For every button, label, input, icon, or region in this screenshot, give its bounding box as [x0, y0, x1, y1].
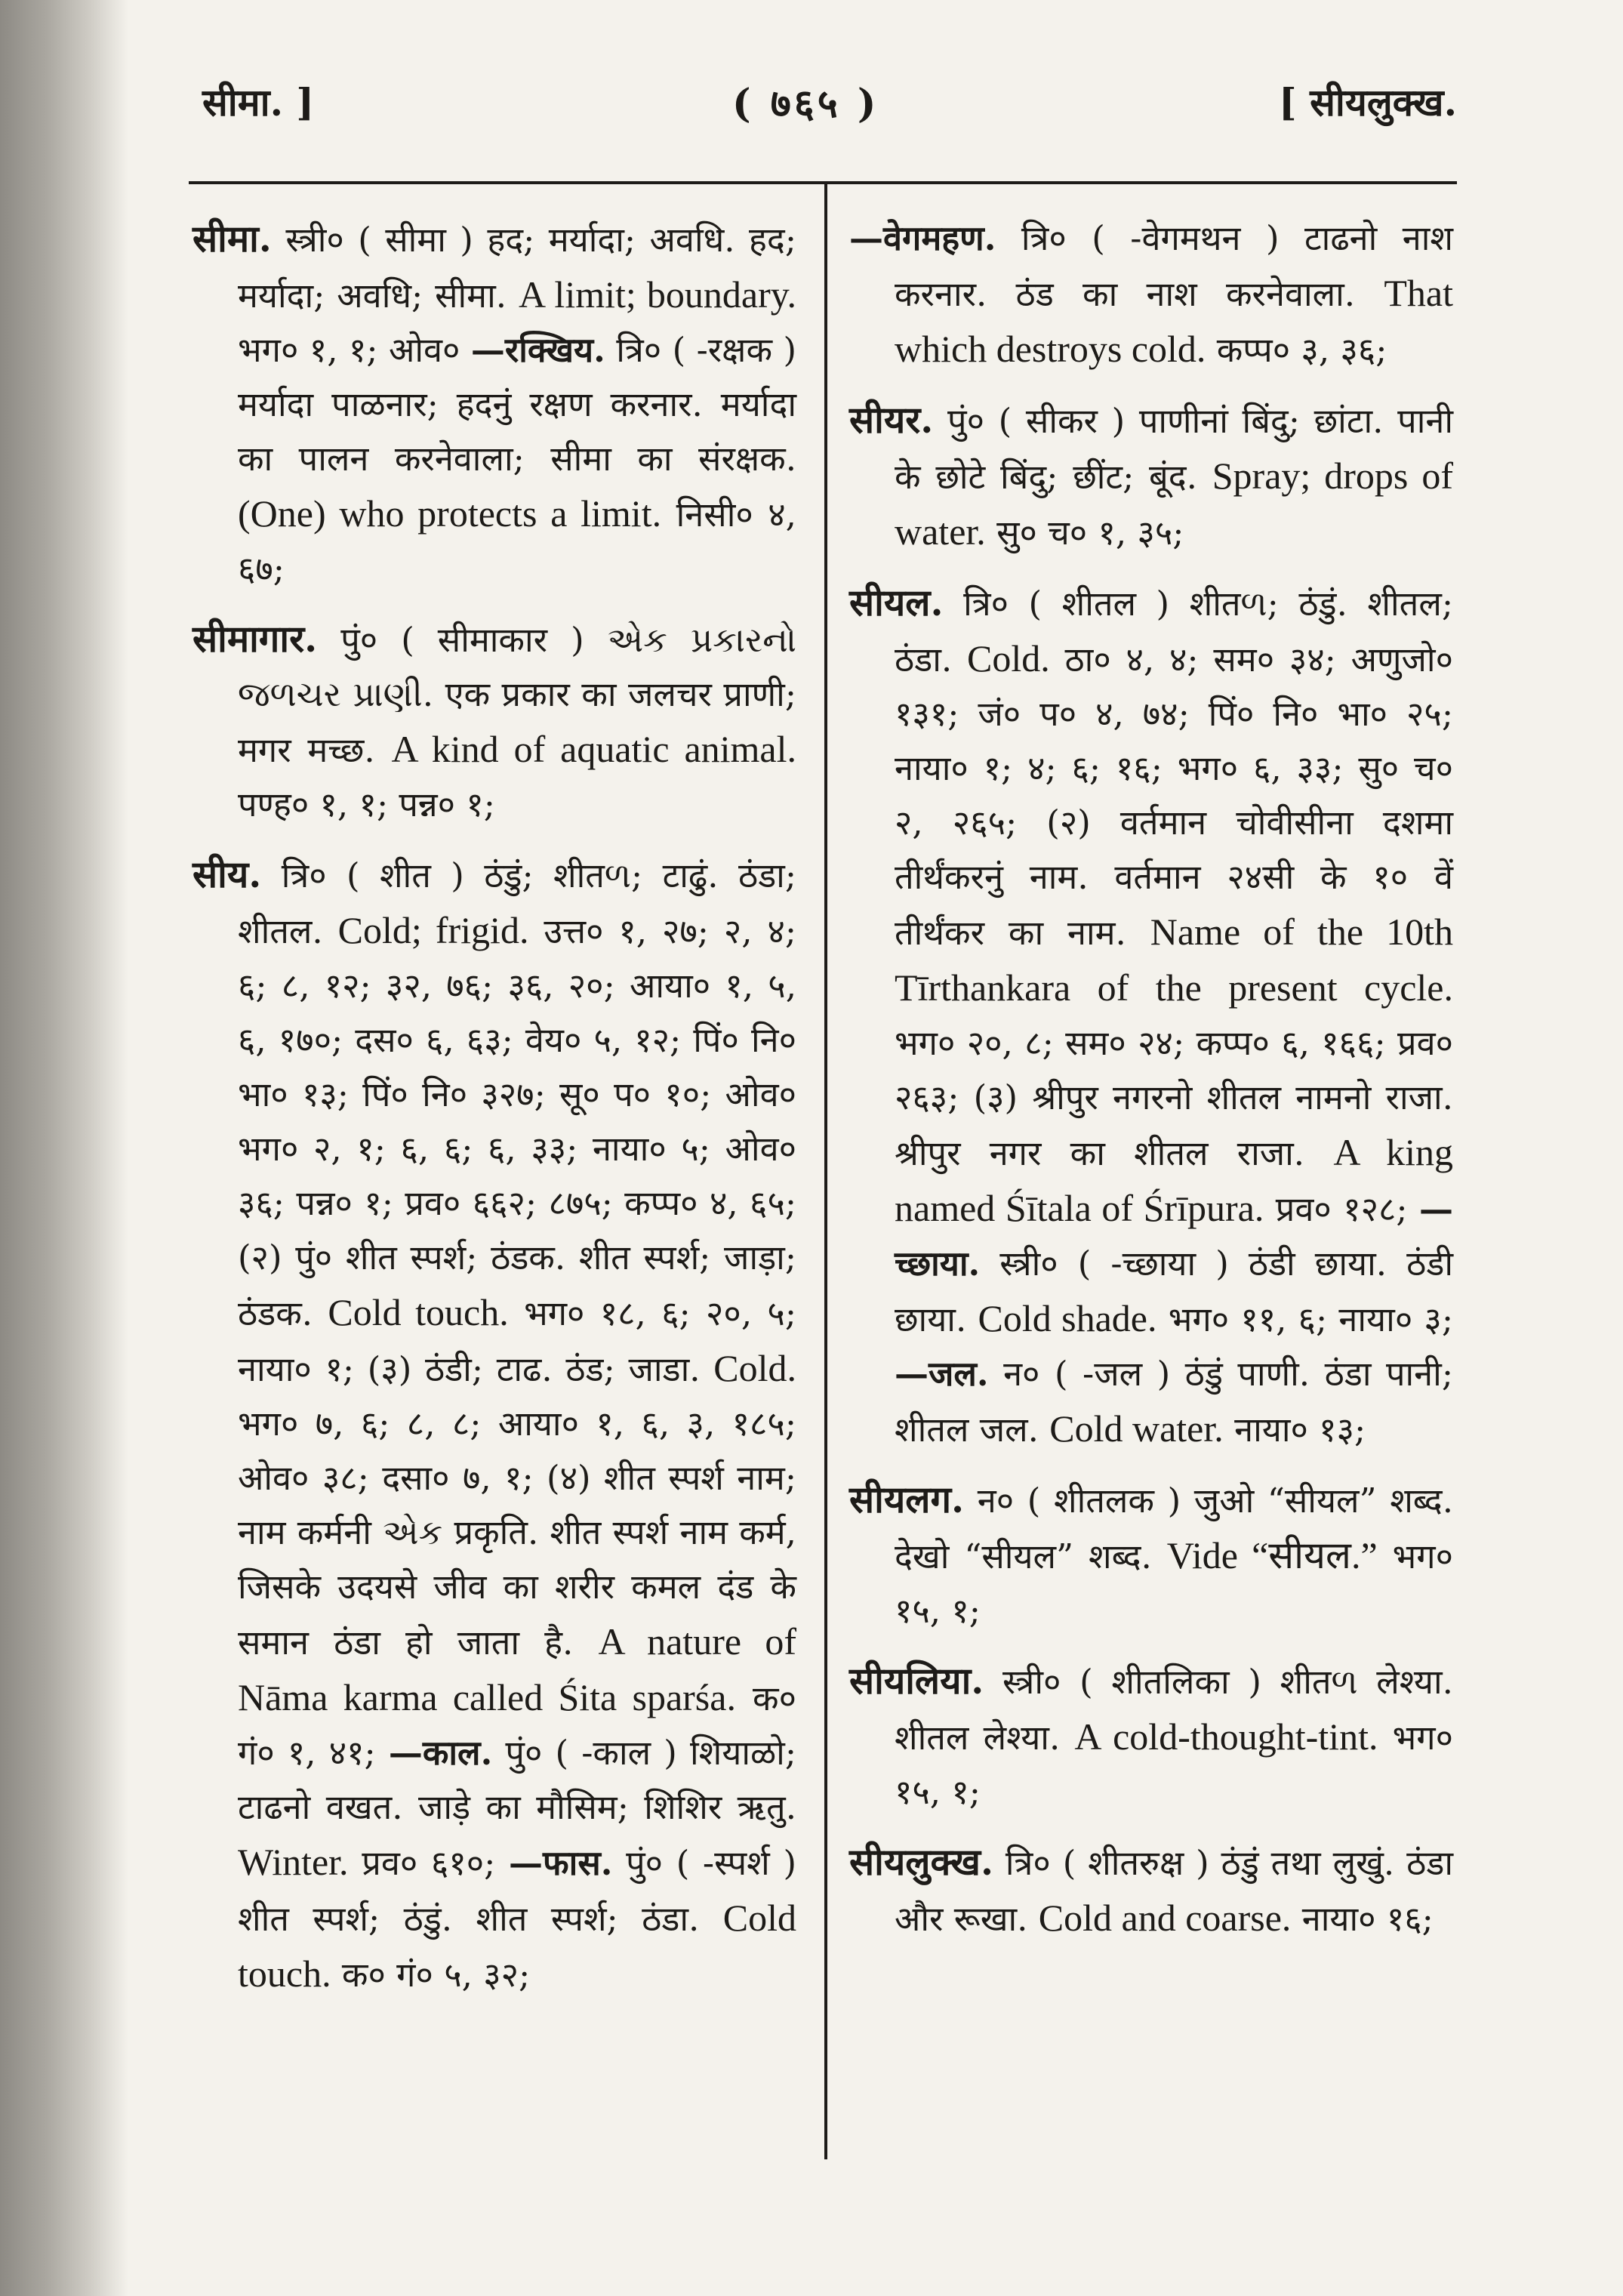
references: नाया० १३; — [1234, 1410, 1366, 1450]
dictionary-entry — [192, 211, 796, 596]
references: भग० १८, ६; २०, ५; नाया० १; — [238, 1293, 796, 1389]
english-gloss: Cold and coarse. — [1038, 1897, 1292, 1939]
dictionary-entry — [849, 211, 1453, 378]
references: पण्ह० १, १; पन्न० १; — [238, 784, 495, 824]
references: प्रव० ६१०; — [362, 1843, 496, 1883]
english-gloss: (One) who protects a limit. — [238, 492, 662, 535]
dictionary-entry — [192, 612, 796, 832]
sense-2: (२) पुं० शीत स्पर्श; ठंडक. शीत स्पर्श; जाड़ा; ठंडक. — [238, 1237, 796, 1333]
dictionary-entry — [849, 1653, 1453, 1820]
english-gloss: That which destroys cold. — [895, 272, 1453, 370]
entry-body: स्त्री० ( सीमा ) हद; मर्यादा; अवधि. हद; मर्यादा; अवधि; सीमा. — [238, 220, 796, 316]
references: भग० १५, १; — [895, 1718, 1453, 1812]
english-gloss: Name of the 10th Tīrthankara of the present cycle. — [895, 911, 1453, 1009]
references: उत्त० १, २७; २, ४; ६; ८, १२; ३२, ७६; ३६, २०; आया० १, ५, ६, १७०; दस० ६, ६३; वेय० ५, १२; पिं० नि० भा० १३; पिं० नि० ३२७; सू० प० १०; ओव० भग० २, १; ६, ६; ६, ३३; नाया० ५; ओव० ३६; पन्न० १; प्रव० ६६२; ८७५; कप्प० ४, ६५; — [238, 911, 797, 1223]
entry-body: त्रि० ( शीतल ) शीतળ; ठंडुं. शीतल; ठंडा. — [895, 584, 1453, 680]
references: भग० १, १; ओव० — [238, 330, 460, 370]
entry-body: स्त्री० ( शीतलिका ) शीतળ लेश्या. शीतल लेश्या. — [895, 1662, 1453, 1758]
page-header — [0, 76, 1623, 143]
headword: सीयलुक्ख. — [849, 1840, 994, 1884]
headword: सीयल. — [849, 581, 944, 624]
binding-shadow — [0, 0, 128, 2296]
english-gloss: A cold-thought-tint. — [1074, 1715, 1378, 1758]
sense-3: (३) ठंडी; टाढ. ठंड; जाडा. — [367, 1349, 701, 1389]
headword: सीमा. — [192, 217, 272, 260]
sub-headword: —च्छाया. — [895, 1189, 1453, 1284]
english-gloss: Winter. — [238, 1841, 349, 1883]
left-column — [192, 211, 796, 2017]
entry-body: न० ( शीतलक ) जुओ “सीयल” शब्द. देखो “सीयल” शब्द. — [895, 1481, 1453, 1576]
references: भग० ७, ६; ८, ८; आया० १, ६, ३, १८५; ओव० ३८; दसा० ७, १; — [238, 1404, 796, 1498]
references: सु० च० १, ३५; — [996, 513, 1184, 553]
references: ठा० ४, ४; सम० ३४; अणुजो० १३१; जं० प० ४, ७४; पिं० नि० भा० २५; नाया० १; ४; ६; १६; भग० ६, ३३; सु० च० २, २६५; — [895, 639, 1453, 843]
entry-body: स्त्री० ( -च्छाया ) ठंडी छाया. ठंडी छाया. — [895, 1244, 1453, 1339]
headword: सीयर. — [849, 398, 934, 442]
header-first-word: सीमा. ] — [202, 80, 315, 125]
english-gloss: A king named Śītala of Śrīpura. — [895, 1131, 1453, 1229]
references: निसी० ४, ६७; — [238, 495, 796, 589]
english-gloss: Cold. — [713, 1347, 796, 1389]
sense-4: (४) शीत स्पर्श नाम; नाम कर्मनी એક प्रकृति. शीत स्पर्श नाम कर्म, जिसके उदयसे जीव का शरीर कमल दंड के समान ठंडा हो जाता है. — [238, 1458, 796, 1663]
dictionary-entry — [849, 575, 1453, 1457]
english-gloss: Cold. — [966, 637, 1050, 680]
english-gloss: Cold; frigid. — [337, 909, 529, 951]
english-gloss: A kind of aquatic animal. — [391, 728, 797, 770]
references: क० गं० १, ४१; — [238, 1678, 797, 1773]
english-gloss: Cold water. — [1049, 1407, 1224, 1450]
english-gloss: A limit; boundary. — [518, 273, 796, 316]
english-gloss: Spray; drops of water. — [895, 455, 1453, 553]
references: नाया० १६; — [1301, 1899, 1434, 1939]
sub-headword: —रक्खिय. — [470, 330, 605, 370]
english-gloss: Vide “सीयल.” — [1166, 1534, 1378, 1576]
page-number: ( ७६५ ) — [732, 81, 879, 127]
sub-headword: —काल. — [388, 1733, 493, 1773]
header-last-word: [ सीयलुक्ख. — [1279, 80, 1457, 125]
dictionary-entry — [849, 1835, 1453, 1946]
entry-body: पुं० ( सीमाकार ) એક પ્રકારનો જળચર પ્રાણી. एक प्रकार का जलचर प्राणी; मगर मच्छ. — [238, 620, 796, 770]
english-gloss: Cold touch. — [238, 1897, 796, 1995]
entry-body: त्रि० ( -रक्षक ) मर्यादा पाळनार; हदनुं रक्षण करनार. मर्यादा का पालन करनेवाला; सीमा का संरक्षक. — [238, 330, 796, 479]
references: क० गं० ५, ३२; — [341, 1955, 531, 1995]
entry-body: पुं० ( -स्पर्श ) शीत स्पर्श; ठंडुं. शीत स्पर्श; ठंडा. — [238, 1843, 797, 1939]
dictionary-entry — [192, 847, 796, 2002]
sub-headword: —वेगमहण. — [849, 218, 996, 258]
entry-body: त्रि० ( शीतरुक्ष ) ठंडुं तथा लुखुं. ठंडा और रूखा. — [895, 1843, 1453, 1939]
entry-body: त्रि० ( शीत ) ठंडुं; शीतળ; टाढुं. ठंडा; शीतल. — [238, 855, 796, 951]
english-gloss: Cold shade. — [978, 1297, 1157, 1339]
references: प्रव० १२८; — [1275, 1189, 1408, 1229]
references: कप्प० ३, ३६; — [1216, 330, 1387, 370]
sense-2: (२) वर्तमान चोवीसीना दशमा तीर्थंकरनुं नाम. वर्तमान २४सी के १० वें तीर्थंकर का नाम. — [895, 803, 1453, 953]
header-rule — [189, 181, 1457, 184]
english-gloss: A nature of Nāma karma called Śita sparśa. — [238, 1620, 796, 1718]
column-divider — [824, 181, 827, 2159]
references: भग० १५, १; — [895, 1536, 1453, 1631]
entry-body: पुं० ( सीकर ) पाणीनां बिंदु; छांटा. पानी के छोटे बिंदु; छींट; बूंद. — [895, 401, 1453, 497]
references: भग० ११, ६; नाया० ३; — [1168, 1299, 1453, 1339]
headword: सीयलिया. — [849, 1659, 984, 1703]
entry-body: न० ( -जल ) ठंडुं पाणी. ठंडा पानी; शीतल जल. — [895, 1354, 1453, 1450]
right-column — [849, 211, 1453, 1962]
dictionary-entry — [849, 1472, 1453, 1638]
headword: सीय. — [192, 852, 262, 896]
english-gloss: Cold touch. — [328, 1291, 509, 1333]
entry-body: पुं० ( -काल ) शियाळो; टाढनो वखत. जाड़े का मौसिम; शिशिर ऋतु. — [238, 1733, 797, 1827]
entry-body: त्रि० ( -वेगमथन ) टाढनो नाश करनार. ठंड का नाश करनेवाला. — [895, 218, 1453, 314]
references: भग० २०, ८; सम० २४; कप्प० ६, १६६; प्रव० २६३; — [895, 1023, 1453, 1117]
headword: सीयलग. — [849, 1478, 965, 1521]
headword: सीमागार. — [192, 617, 318, 661]
sub-headword: —जल. — [895, 1354, 989, 1394]
sub-headword: —फास. — [508, 1843, 613, 1883]
sense-3: (३) श्रीपुर नगरनो शीतल नामनो राजा. श्रीपुर नगर का शीतल राजा. — [895, 1077, 1453, 1173]
dictionary-entry — [849, 393, 1453, 560]
